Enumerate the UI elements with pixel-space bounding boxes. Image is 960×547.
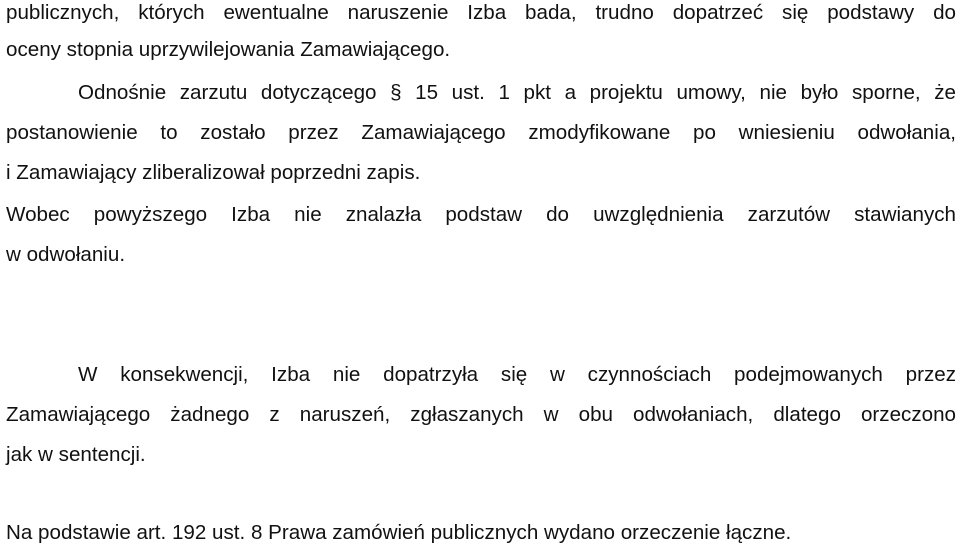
text-line: Na podstawie art. 192 ust. 8 Prawa zamówień publicznych wydano orzeczenie łączne. bbox=[6, 521, 792, 544]
text-line: publicznych, których ewentualne naruszenie Izba bada, trudno dopatrzeć się podstawy do bbox=[6, 1, 956, 24]
text-line: postanowienie to zostało przez Zamawiającego zmodyfikowane po wniesieniu odwołania, bbox=[6, 121, 956, 144]
text-line: W konsekwencji, Izba nie dopatrzyła się w czynnościach podejmowanych przez bbox=[78, 363, 956, 386]
text-line: Wobec powyższego Izba nie znalazła podstaw do uwzględnienia zarzutów stawianych bbox=[6, 203, 956, 226]
text-line: i Zamawiający zliberalizował poprzedni zapis. bbox=[6, 161, 421, 184]
text-line: oceny stopnia uprzywilejowania Zamawiającego. bbox=[6, 38, 451, 61]
text-line: w odwołaniu. bbox=[6, 243, 126, 266]
text-line: Odnośnie zarzutu dotyczącego § 15 ust. 1 pkt a projektu umowy, nie było sporne, że bbox=[78, 81, 956, 104]
text-line: Zamawiającego żadnego z naruszeń, zgłaszanych w obu odwołaniach, dlatego orzeczono bbox=[6, 403, 956, 426]
text-line: jak w sentencji. bbox=[6, 443, 146, 466]
